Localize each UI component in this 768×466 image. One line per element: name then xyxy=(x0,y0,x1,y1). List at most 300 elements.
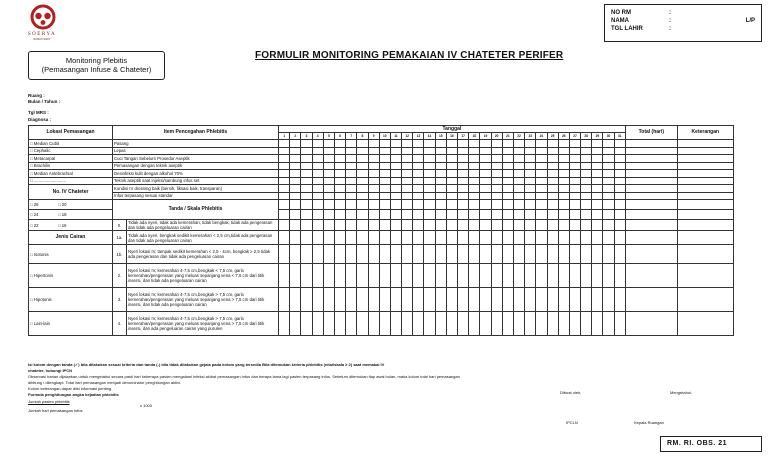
day-check-cell[interactable] xyxy=(279,155,290,163)
day-check-cell[interactable] xyxy=(301,245,312,264)
day-check-cell[interactable] xyxy=(446,312,457,336)
day-check-cell[interactable] xyxy=(491,162,502,170)
day-check-cell[interactable] xyxy=(614,177,625,185)
day-check-cell[interactable] xyxy=(502,147,513,155)
day-check-cell[interactable] xyxy=(290,312,301,336)
day-check-cell[interactable] xyxy=(547,288,558,312)
day-check-cell[interactable] xyxy=(379,288,390,312)
day-check-cell[interactable] xyxy=(290,140,301,148)
day-check-cell[interactable] xyxy=(458,162,469,170)
day-check-cell[interactable] xyxy=(435,140,446,148)
day-check-cell[interactable] xyxy=(334,192,345,200)
day-check-cell[interactable] xyxy=(424,220,435,231)
day-check-cell[interactable] xyxy=(592,162,603,170)
day-check-cell[interactable] xyxy=(301,312,312,336)
day-check-cell[interactable] xyxy=(390,220,401,231)
day-check-cell[interactable] xyxy=(368,162,379,170)
lokasi-option[interactable]: □ Brachilis xyxy=(29,162,113,170)
day-check-cell[interactable] xyxy=(402,231,413,245)
day-check-cell[interactable] xyxy=(614,264,625,288)
day-check-cell[interactable] xyxy=(581,312,592,336)
day-check-cell[interactable] xyxy=(569,192,580,200)
day-check-cell[interactable] xyxy=(569,155,580,163)
day-check-cell[interactable] xyxy=(614,288,625,312)
day-check-cell[interactable] xyxy=(279,231,290,245)
day-check-cell[interactable] xyxy=(536,177,547,185)
day-check-cell[interactable] xyxy=(446,177,457,185)
day-check-cell[interactable] xyxy=(357,162,368,170)
day-check-cell[interactable] xyxy=(603,177,614,185)
day-check-cell[interactable] xyxy=(502,140,513,148)
day-check-cell[interactable] xyxy=(581,140,592,148)
day-check-cell[interactable] xyxy=(558,220,569,231)
day-check-cell[interactable] xyxy=(469,264,480,288)
day-check-cell[interactable] xyxy=(435,170,446,178)
day-check-cell[interactable] xyxy=(547,155,558,163)
day-check-cell[interactable] xyxy=(301,264,312,288)
day-check-cell[interactable] xyxy=(279,192,290,200)
day-check-cell[interactable] xyxy=(491,185,502,193)
day-check-cell[interactable] xyxy=(357,177,368,185)
day-check-cell[interactable] xyxy=(290,185,301,193)
day-check-cell[interactable] xyxy=(469,220,480,231)
day-check-cell[interactable] xyxy=(312,220,323,231)
day-check-cell[interactable] xyxy=(346,288,357,312)
day-check-cell[interactable] xyxy=(569,177,580,185)
day-check-cell[interactable] xyxy=(569,288,580,312)
day-check-cell[interactable] xyxy=(346,210,357,220)
day-check-cell[interactable] xyxy=(368,210,379,220)
day-check-cell[interactable] xyxy=(525,185,536,193)
day-check-cell[interactable] xyxy=(323,185,334,193)
day-check-cell[interactable] xyxy=(312,288,323,312)
day-check-cell[interactable] xyxy=(614,185,625,193)
day-check-cell[interactable] xyxy=(480,185,491,193)
day-check-cell[interactable] xyxy=(603,231,614,245)
day-check-cell[interactable] xyxy=(446,245,457,264)
day-check-cell[interactable] xyxy=(279,185,290,193)
day-check-cell[interactable] xyxy=(614,147,625,155)
day-check-cell[interactable] xyxy=(446,231,457,245)
day-check-cell[interactable] xyxy=(480,264,491,288)
day-check-cell[interactable] xyxy=(424,192,435,200)
iv-size-option[interactable]: □ 26 xyxy=(30,202,39,207)
day-check-cell[interactable] xyxy=(547,264,558,288)
day-check-cell[interactable] xyxy=(346,185,357,193)
day-check-cell[interactable] xyxy=(312,312,323,336)
total-hari-cell[interactable] xyxy=(625,312,677,336)
day-check-cell[interactable] xyxy=(301,177,312,185)
day-check-cell[interactable] xyxy=(379,155,390,163)
day-check-cell[interactable] xyxy=(569,140,580,148)
day-check-cell[interactable] xyxy=(480,200,491,210)
day-check-cell[interactable] xyxy=(390,185,401,193)
day-check-cell[interactable] xyxy=(558,147,569,155)
day-check-cell[interactable] xyxy=(525,220,536,231)
day-check-cell[interactable] xyxy=(402,185,413,193)
day-check-cell[interactable] xyxy=(424,185,435,193)
day-check-cell[interactable] xyxy=(379,312,390,336)
keterangan-cell[interactable] xyxy=(677,288,733,312)
day-check-cell[interactable] xyxy=(547,162,558,170)
day-check-cell[interactable] xyxy=(558,200,569,210)
day-check-cell[interactable] xyxy=(413,210,424,220)
day-check-cell[interactable] xyxy=(357,245,368,264)
day-check-cell[interactable] xyxy=(368,140,379,148)
keterangan-cell[interactable] xyxy=(677,155,733,163)
day-check-cell[interactable] xyxy=(458,264,469,288)
day-check-cell[interactable] xyxy=(402,200,413,210)
day-check-cell[interactable] xyxy=(290,155,301,163)
day-check-cell[interactable] xyxy=(480,312,491,336)
day-check-cell[interactable] xyxy=(581,210,592,220)
day-check-cell[interactable] xyxy=(558,162,569,170)
day-check-cell[interactable] xyxy=(458,231,469,245)
day-check-cell[interactable] xyxy=(290,200,301,210)
day-check-cell[interactable] xyxy=(547,245,558,264)
day-check-cell[interactable] xyxy=(279,147,290,155)
day-check-cell[interactable] xyxy=(279,162,290,170)
lokasi-option[interactable]: □ Median Antebrachial xyxy=(29,170,113,178)
day-check-cell[interactable] xyxy=(491,210,502,220)
day-check-cell[interactable] xyxy=(491,192,502,200)
day-check-cell[interactable] xyxy=(536,155,547,163)
day-check-cell[interactable] xyxy=(558,210,569,220)
day-check-cell[interactable] xyxy=(346,220,357,231)
day-check-cell[interactable] xyxy=(435,147,446,155)
day-check-cell[interactable] xyxy=(502,170,513,178)
total-hari-cell[interactable] xyxy=(625,170,677,178)
day-check-cell[interactable] xyxy=(469,155,480,163)
day-check-cell[interactable] xyxy=(435,210,446,220)
day-check-cell[interactable] xyxy=(368,288,379,312)
day-check-cell[interactable] xyxy=(346,264,357,288)
day-check-cell[interactable] xyxy=(469,170,480,178)
day-check-cell[interactable] xyxy=(513,185,524,193)
day-check-cell[interactable] xyxy=(592,210,603,220)
day-check-cell[interactable] xyxy=(502,245,513,264)
day-check-cell[interactable] xyxy=(513,140,524,148)
day-check-cell[interactable] xyxy=(558,312,569,336)
day-check-cell[interactable] xyxy=(558,140,569,148)
day-check-cell[interactable] xyxy=(323,177,334,185)
day-check-cell[interactable] xyxy=(357,288,368,312)
keterangan-cell[interactable] xyxy=(677,185,733,193)
day-check-cell[interactable] xyxy=(603,140,614,148)
day-check-cell[interactable] xyxy=(424,162,435,170)
keterangan-cell[interactable] xyxy=(677,231,733,245)
day-check-cell[interactable] xyxy=(368,245,379,264)
day-check-cell[interactable] xyxy=(323,210,334,220)
total-hari-cell[interactable] xyxy=(625,231,677,245)
day-check-cell[interactable] xyxy=(301,220,312,231)
day-check-cell[interactable] xyxy=(469,140,480,148)
day-check-cell[interactable] xyxy=(290,162,301,170)
keterangan-cell[interactable] xyxy=(677,170,733,178)
day-check-cell[interactable] xyxy=(290,192,301,200)
day-check-cell[interactable] xyxy=(390,170,401,178)
day-check-cell[interactable] xyxy=(480,220,491,231)
total-hari-cell[interactable] xyxy=(625,288,677,312)
day-check-cell[interactable] xyxy=(323,155,334,163)
day-check-cell[interactable] xyxy=(469,147,480,155)
day-check-cell[interactable] xyxy=(390,177,401,185)
day-check-cell[interactable] xyxy=(279,220,290,231)
day-check-cell[interactable] xyxy=(334,220,345,231)
day-check-cell[interactable] xyxy=(469,312,480,336)
day-check-cell[interactable] xyxy=(581,264,592,288)
day-check-cell[interactable] xyxy=(413,162,424,170)
day-check-cell[interactable] xyxy=(558,185,569,193)
day-check-cell[interactable] xyxy=(290,245,301,264)
day-check-cell[interactable] xyxy=(614,170,625,178)
day-check-cell[interactable] xyxy=(569,185,580,193)
day-check-cell[interactable] xyxy=(357,155,368,163)
day-check-cell[interactable] xyxy=(301,170,312,178)
day-check-cell[interactable] xyxy=(525,155,536,163)
day-check-cell[interactable] xyxy=(592,170,603,178)
day-check-cell[interactable] xyxy=(614,162,625,170)
day-check-cell[interactable] xyxy=(402,192,413,200)
day-check-cell[interactable] xyxy=(435,177,446,185)
day-check-cell[interactable] xyxy=(279,170,290,178)
day-check-cell[interactable] xyxy=(290,220,301,231)
day-check-cell[interactable] xyxy=(513,147,524,155)
day-check-cell[interactable] xyxy=(513,231,524,245)
day-check-cell[interactable] xyxy=(413,231,424,245)
day-check-cell[interactable] xyxy=(390,200,401,210)
day-check-cell[interactable] xyxy=(368,177,379,185)
day-check-cell[interactable] xyxy=(502,192,513,200)
day-check-cell[interactable] xyxy=(558,231,569,245)
day-check-cell[interactable] xyxy=(536,210,547,220)
day-check-cell[interactable] xyxy=(569,245,580,264)
day-check-cell[interactable] xyxy=(312,231,323,245)
day-check-cell[interactable] xyxy=(513,155,524,163)
keterangan-cell[interactable] xyxy=(677,220,733,231)
day-check-cell[interactable] xyxy=(513,200,524,210)
keterangan-cell[interactable] xyxy=(677,192,733,200)
keterangan-cell[interactable] xyxy=(677,200,733,210)
day-check-cell[interactable] xyxy=(525,231,536,245)
day-check-cell[interactable] xyxy=(581,288,592,312)
day-check-cell[interactable] xyxy=(413,177,424,185)
day-check-cell[interactable] xyxy=(312,245,323,264)
day-check-cell[interactable] xyxy=(279,264,290,288)
day-check-cell[interactable] xyxy=(279,210,290,220)
day-check-cell[interactable] xyxy=(547,210,558,220)
total-hari-cell[interactable] xyxy=(625,185,677,193)
patient-dob-value[interactable] xyxy=(675,25,755,33)
total-hari-cell[interactable] xyxy=(625,245,677,264)
day-check-cell[interactable] xyxy=(502,185,513,193)
day-check-cell[interactable] xyxy=(581,155,592,163)
day-check-cell[interactable] xyxy=(290,288,301,312)
day-check-cell[interactable] xyxy=(323,192,334,200)
day-check-cell[interactable] xyxy=(480,245,491,264)
day-check-cell[interactable] xyxy=(614,192,625,200)
day-check-cell[interactable] xyxy=(346,192,357,200)
day-check-cell[interactable] xyxy=(413,288,424,312)
day-check-cell[interactable] xyxy=(480,288,491,312)
day-check-cell[interactable] xyxy=(357,140,368,148)
day-check-cell[interactable] xyxy=(458,140,469,148)
day-check-cell[interactable] xyxy=(502,210,513,220)
day-check-cell[interactable] xyxy=(334,200,345,210)
day-check-cell[interactable] xyxy=(413,312,424,336)
day-check-cell[interactable] xyxy=(536,170,547,178)
day-check-cell[interactable] xyxy=(502,264,513,288)
iv-size-option[interactable]: □ 20 xyxy=(58,202,67,207)
day-check-cell[interactable] xyxy=(581,170,592,178)
total-hari-cell[interactable] xyxy=(625,140,677,148)
day-check-cell[interactable] xyxy=(334,147,345,155)
day-check-cell[interactable] xyxy=(603,155,614,163)
day-check-cell[interactable] xyxy=(446,170,457,178)
day-check-cell[interactable] xyxy=(312,155,323,163)
day-check-cell[interactable] xyxy=(279,245,290,264)
day-check-cell[interactable] xyxy=(323,140,334,148)
day-check-cell[interactable] xyxy=(402,210,413,220)
day-check-cell[interactable] xyxy=(569,162,580,170)
lokasi-option[interactable]: □ Metacarpal xyxy=(29,155,113,163)
day-check-cell[interactable] xyxy=(323,264,334,288)
day-check-cell[interactable] xyxy=(469,200,480,210)
day-check-cell[interactable] xyxy=(458,147,469,155)
day-check-cell[interactable] xyxy=(469,177,480,185)
day-check-cell[interactable] xyxy=(446,162,457,170)
day-check-cell[interactable] xyxy=(379,185,390,193)
day-check-cell[interactable] xyxy=(323,288,334,312)
day-check-cell[interactable] xyxy=(502,200,513,210)
day-check-cell[interactable] xyxy=(346,147,357,155)
day-check-cell[interactable] xyxy=(368,155,379,163)
day-check-cell[interactable] xyxy=(357,147,368,155)
day-check-cell[interactable] xyxy=(312,210,323,220)
day-check-cell[interactable] xyxy=(513,312,524,336)
day-check-cell[interactable] xyxy=(547,220,558,231)
day-check-cell[interactable] xyxy=(290,264,301,288)
day-check-cell[interactable] xyxy=(334,185,345,193)
day-check-cell[interactable] xyxy=(357,185,368,193)
day-check-cell[interactable] xyxy=(379,162,390,170)
day-check-cell[interactable] xyxy=(379,147,390,155)
day-check-cell[interactable] xyxy=(502,155,513,163)
day-check-cell[interactable] xyxy=(536,192,547,200)
day-check-cell[interactable] xyxy=(536,312,547,336)
day-check-cell[interactable] xyxy=(491,245,502,264)
day-check-cell[interactable] xyxy=(603,264,614,288)
day-check-cell[interactable] xyxy=(569,231,580,245)
iv-size-options[interactable] xyxy=(29,200,113,210)
day-check-cell[interactable] xyxy=(446,192,457,200)
keterangan-cell[interactable] xyxy=(677,245,733,264)
day-check-cell[interactable] xyxy=(513,220,524,231)
day-check-cell[interactable] xyxy=(390,312,401,336)
day-check-cell[interactable] xyxy=(603,200,614,210)
day-check-cell[interactable] xyxy=(424,147,435,155)
day-check-cell[interactable] xyxy=(368,231,379,245)
total-hari-cell[interactable] xyxy=(625,220,677,231)
day-check-cell[interactable] xyxy=(357,210,368,220)
day-check-cell[interactable] xyxy=(469,192,480,200)
day-check-cell[interactable] xyxy=(379,140,390,148)
day-check-cell[interactable] xyxy=(558,155,569,163)
day-check-cell[interactable] xyxy=(390,162,401,170)
day-check-cell[interactable] xyxy=(312,185,323,193)
day-check-cell[interactable] xyxy=(357,312,368,336)
day-check-cell[interactable] xyxy=(581,220,592,231)
keterangan-cell[interactable] xyxy=(677,162,733,170)
day-check-cell[interactable] xyxy=(502,288,513,312)
day-check-cell[interactable] xyxy=(301,147,312,155)
day-check-cell[interactable] xyxy=(603,288,614,312)
day-check-cell[interactable] xyxy=(312,264,323,288)
day-check-cell[interactable] xyxy=(581,200,592,210)
day-check-cell[interactable] xyxy=(357,231,368,245)
day-check-cell[interactable] xyxy=(279,312,290,336)
day-check-cell[interactable] xyxy=(413,147,424,155)
day-check-cell[interactable] xyxy=(368,220,379,231)
day-check-cell[interactable] xyxy=(323,170,334,178)
day-check-cell[interactable] xyxy=(312,162,323,170)
day-check-cell[interactable] xyxy=(368,185,379,193)
day-check-cell[interactable] xyxy=(323,147,334,155)
day-check-cell[interactable] xyxy=(614,140,625,148)
day-check-cell[interactable] xyxy=(547,312,558,336)
total-hari-cell[interactable] xyxy=(625,200,677,210)
day-check-cell[interactable] xyxy=(379,245,390,264)
day-check-cell[interactable] xyxy=(435,162,446,170)
day-check-cell[interactable] xyxy=(334,177,345,185)
day-check-cell[interactable] xyxy=(592,264,603,288)
day-check-cell[interactable] xyxy=(402,220,413,231)
day-check-cell[interactable] xyxy=(290,177,301,185)
day-check-cell[interactable] xyxy=(502,177,513,185)
day-check-cell[interactable] xyxy=(536,264,547,288)
day-check-cell[interactable] xyxy=(424,140,435,148)
day-check-cell[interactable] xyxy=(558,177,569,185)
day-check-cell[interactable] xyxy=(592,192,603,200)
day-check-cell[interactable] xyxy=(424,288,435,312)
day-check-cell[interactable] xyxy=(323,220,334,231)
day-check-cell[interactable] xyxy=(480,170,491,178)
day-check-cell[interactable] xyxy=(446,140,457,148)
day-check-cell[interactable] xyxy=(402,147,413,155)
day-check-cell[interactable] xyxy=(301,192,312,200)
day-check-cell[interactable] xyxy=(569,170,580,178)
day-check-cell[interactable] xyxy=(614,231,625,245)
day-check-cell[interactable] xyxy=(525,140,536,148)
day-check-cell[interactable] xyxy=(581,185,592,193)
day-check-cell[interactable] xyxy=(469,245,480,264)
day-check-cell[interactable] xyxy=(558,245,569,264)
day-check-cell[interactable] xyxy=(547,185,558,193)
day-check-cell[interactable] xyxy=(491,177,502,185)
day-check-cell[interactable] xyxy=(323,231,334,245)
keterangan-cell[interactable] xyxy=(677,264,733,288)
day-check-cell[interactable] xyxy=(290,147,301,155)
day-check-cell[interactable] xyxy=(301,200,312,210)
day-check-cell[interactable] xyxy=(592,147,603,155)
day-check-cell[interactable] xyxy=(424,200,435,210)
day-check-cell[interactable] xyxy=(279,140,290,148)
day-check-cell[interactable] xyxy=(346,231,357,245)
day-check-cell[interactable] xyxy=(502,162,513,170)
day-check-cell[interactable] xyxy=(513,192,524,200)
day-check-cell[interactable] xyxy=(424,245,435,264)
day-check-cell[interactable] xyxy=(413,200,424,210)
